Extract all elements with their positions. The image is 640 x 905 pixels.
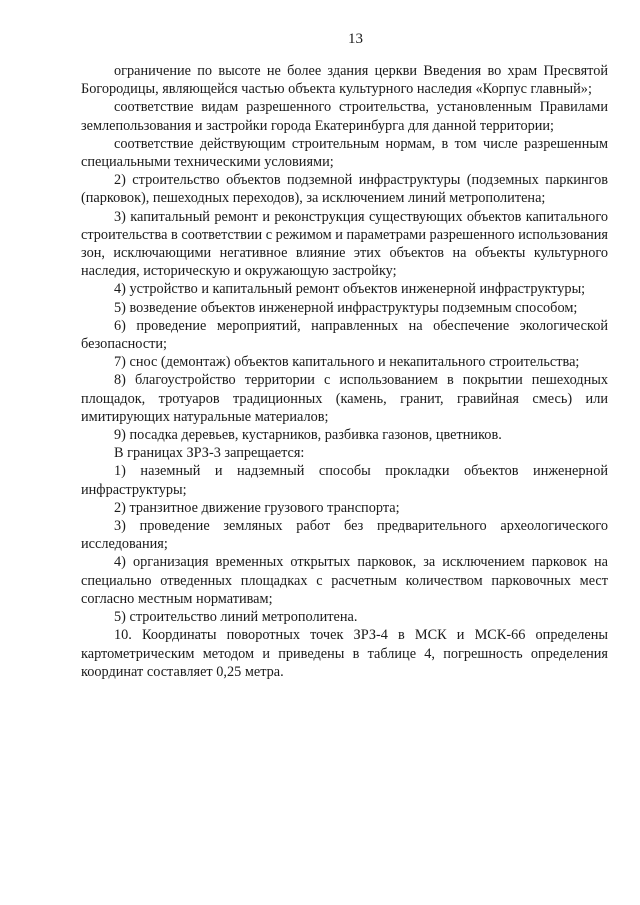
paragraph: 6) проведение мероприятий, направленных на обеспечение экологической безопасности; bbox=[81, 317, 608, 353]
section-heading: В границах ЗРЗ-3 запрещается: bbox=[114, 445, 305, 462]
paragraph: 7) снос (демонтаж) объектов капитального и некапитального строительства; bbox=[114, 354, 580, 371]
page-number: 13 bbox=[348, 31, 363, 47]
paragraph: соответствие действующим строительным нормам, в том числе разрешенным специальными техническими условиями; bbox=[81, 135, 608, 171]
paragraph: 8) благоустройство территории с использованием в покрытии пешеходных площадок, тротуаров традиционных (камень, гранит, гравийная смесь) или имитирующих натуральные материалов; bbox=[81, 372, 608, 425]
paragraph: 4) устройство и капитальный ремонт объектов инженерной инфраструктуры; bbox=[114, 281, 586, 298]
paragraph: 10. Координаты поворотных точек ЗРЗ-4 в МСК и МСК-66 определены картометрическим методом и приведены в таблице 4, погрешность определения координат составляет 0,25 метра. bbox=[81, 627, 608, 680]
document-body bbox=[81, 62, 608, 681]
paragraph: 3) проведение земляных работ без предварительного археологического исследования; bbox=[81, 518, 608, 553]
paragraph: 5) строительство линий метрополитена. bbox=[114, 609, 358, 626]
paragraph: 4) организация временных открытых парковок, за исключением парковок на специально отведенных площадках с расчетным количеством парковочных мест согласно местным нормативам; bbox=[81, 554, 608, 607]
paragraph: 5) возведение объектов инженерной инфраструктуры подземным способом; bbox=[114, 299, 578, 316]
paragraph: 2) строительство объектов подземной инфраструктуры (подземных паркингов (парковок), пешеходных переходов), за исключением линий метрополитена; bbox=[81, 172, 608, 207]
paragraph: 1) наземный и надземный способы прокладки объектов инженерной инфраструктуры; bbox=[81, 463, 608, 498]
paragraph: ограничение по высоте не более здания церкви Введения во храм Пресвятой Богородицы, являющейся частью объекта культурного наследия «Корпус главный»; bbox=[81, 63, 608, 98]
paragraph: 9) посадка деревьев, кустарников, разбивка газонов, цветников. bbox=[114, 427, 502, 444]
paragraph: 2) транзитное движение грузового транспорта; bbox=[114, 499, 400, 516]
paragraph: 3) капитальный ремонт и реконструкция существующих объектов капитального строительства в соответствии с режимом и параметрами разрешенного использования зон, исключающими негативное влияние этих объектов на объекты культурного наследия, историческую и окружающую застройку; bbox=[81, 208, 608, 280]
paragraph: соответствие видам разрешенного строительства, установленным Правилами землепользования и застройки города Екатеринбурга для данной территории; bbox=[81, 99, 608, 134]
